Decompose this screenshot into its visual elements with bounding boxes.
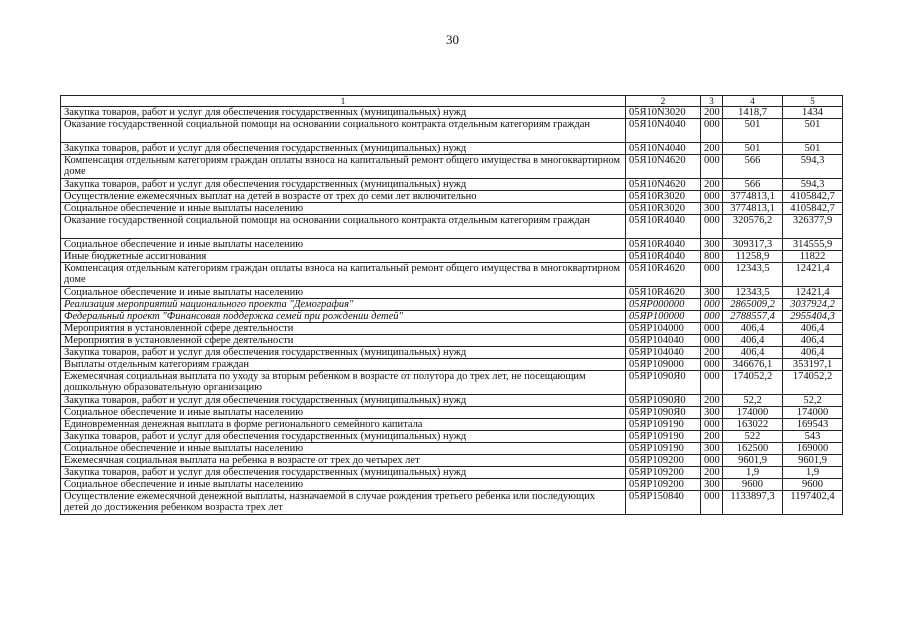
row-code: 05ЯР109000 [626, 359, 701, 371]
table-row [61, 239, 843, 251]
row-value-col4: 3774813,1 [723, 191, 783, 203]
row-expense-type: 000 [701, 359, 723, 371]
table-row [61, 119, 843, 143]
table-row [61, 455, 843, 467]
row-value-col4: 163022 [723, 419, 783, 431]
row-value-col5: 1434 [783, 107, 843, 119]
row-name: Компенсация отдельным категориям граждан оплаты взноса на капитальный ремонт общего имущества в многоквартирном доме [61, 155, 626, 179]
row-code: 05ЯР109190 [626, 443, 701, 455]
row-value-col5: 52,2 [783, 395, 843, 407]
row-value-col4: 501 [723, 119, 783, 143]
table-row [61, 443, 843, 455]
row-expense-type: 200 [701, 107, 723, 119]
row-value-col4: 12343,5 [723, 263, 783, 287]
table-header-row [61, 96, 843, 107]
table-row [61, 467, 843, 479]
row-value-col4: 52,2 [723, 395, 783, 407]
table-row [61, 179, 843, 191]
row-code: 05ЯР104040 [626, 347, 701, 359]
row-code: 05ЯР109190 [626, 431, 701, 443]
row-expense-type: 300 [701, 203, 723, 215]
row-expense-type: 300 [701, 443, 723, 455]
row-value-col5: 543 [783, 431, 843, 443]
row-value-col5: 501 [783, 143, 843, 155]
row-code: 05ЯР1090Я0 [626, 395, 701, 407]
table-row [61, 107, 843, 119]
row-code: 05ЯР104040 [626, 335, 701, 347]
row-expense-type: 200 [701, 395, 723, 407]
row-code: 05ЯР109200 [626, 467, 701, 479]
row-value-col4: 2788557,4 [723, 311, 783, 323]
row-name: Осуществление ежемесячной денежной выплаты, назначаемой в случае рождения третьего ребенка или последующих детей до достижения ребенком возраста трех лет [61, 491, 626, 515]
page-number: 30 [446, 32, 459, 47]
row-code: 05ЯР150840 [626, 491, 701, 515]
row-value-col4: 566 [723, 179, 783, 191]
row-value-col5: 9601,9 [783, 455, 843, 467]
row-value-col4: 1,9 [723, 467, 783, 479]
row-expense-type: 000 [701, 191, 723, 203]
row-code: 05ЯР1090Я0 [626, 371, 701, 395]
row-code: 05ЯР109200 [626, 479, 701, 491]
row-value-col5: 406,4 [783, 323, 843, 335]
row-name: Закупка товаров, работ и услуг для обеспечения государственных (муниципальных) нужд [61, 107, 626, 119]
row-expense-type: 000 [701, 335, 723, 347]
row-code: 05ЯР104000 [626, 323, 701, 335]
row-name: Оказание государственной социальной помощи на основании социального контракта отдельным категориям граждан [61, 119, 626, 143]
row-code: 05ЯР100000 [626, 311, 701, 323]
row-value-col5: 501 [783, 119, 843, 143]
row-code: 05Я10R4040 [626, 251, 701, 263]
row-expense-type: 000 [701, 155, 723, 179]
table-row [61, 407, 843, 419]
table-row [61, 287, 843, 299]
row-value-col5: 326377,9 [783, 215, 843, 239]
row-expense-type: 300 [701, 479, 723, 491]
row-name: Выплаты отдельным категориям граждан [61, 359, 626, 371]
table-row [61, 155, 843, 179]
row-value-col5: 174000 [783, 407, 843, 419]
table-row [61, 335, 843, 347]
header-cell: 1 [61, 96, 626, 107]
table-row [61, 311, 843, 323]
table-row [61, 203, 843, 215]
row-expense-type: 000 [701, 263, 723, 287]
row-name: Мероприятия в установленной сфере деятельности [61, 335, 626, 347]
table-row [61, 395, 843, 407]
row-value-col5: 174052,2 [783, 371, 843, 395]
row-value-col4: 346676,1 [723, 359, 783, 371]
row-name: Компенсация отдельным категориям граждан оплаты взноса на капитальный ремонт общего имущества в многоквартирном доме [61, 263, 626, 287]
row-code: 05Я10N4620 [626, 155, 701, 179]
row-value-col4: 2865009,2 [723, 299, 783, 311]
row-value-col4: 406,4 [723, 347, 783, 359]
row-expense-type: 000 [701, 299, 723, 311]
row-value-col5: 169543 [783, 419, 843, 431]
row-expense-type: 200 [701, 179, 723, 191]
row-name: Осуществление ежемесячных выплат на детей в возрасте от трех до семи лет включительно [61, 191, 626, 203]
header-cell: 4 [723, 96, 783, 107]
row-name: Ежемесячная социальная выплата на ребенка в возрасте от трех до четырех лет [61, 455, 626, 467]
row-name: Социальное обеспечение и иные выплаты населению [61, 407, 626, 419]
row-value-col4: 1133897,3 [723, 491, 783, 515]
row-value-col5: 169000 [783, 443, 843, 455]
row-code: 05Я10N3020 [626, 107, 701, 119]
row-value-col5: 9600 [783, 479, 843, 491]
table-row [61, 347, 843, 359]
row-value-col5: 4105842,7 [783, 191, 843, 203]
table-row [61, 431, 843, 443]
row-code: 05Я10R4620 [626, 263, 701, 287]
row-code: 05Я10R3020 [626, 203, 701, 215]
row-code: 05Я10N4620 [626, 179, 701, 191]
table-row [61, 143, 843, 155]
row-code: 05ЯР109200 [626, 455, 701, 467]
row-value-col5: 353197,1 [783, 359, 843, 371]
row-expense-type: 200 [701, 467, 723, 479]
row-name: Социальное обеспечение и иные выплаты населению [61, 239, 626, 251]
row-value-col5: 2955404,3 [783, 311, 843, 323]
table-row [61, 371, 843, 395]
row-name: Закупка товаров, работ и услуг для обеспечения государственных (муниципальных) нужд [61, 467, 626, 479]
row-expense-type: 200 [701, 431, 723, 443]
row-name: Социальное обеспечение и иные выплаты населению [61, 479, 626, 491]
header-cell: 3 [701, 96, 723, 107]
row-name: Закупка товаров, работ и услуг для обеспечения государственных (муниципальных) нужд [61, 347, 626, 359]
row-code: 05Я10R4620 [626, 287, 701, 299]
row-name: Закупка товаров, работ и услуг для обеспечения государственных (муниципальных) нужд [61, 179, 626, 191]
row-code: 05ЯР000000 [626, 299, 701, 311]
row-value-col5: 11822 [783, 251, 843, 263]
row-name: Закупка товаров, работ и услуг для обеспечения государственных (муниципальных) нужд [61, 395, 626, 407]
table-row [61, 323, 843, 335]
row-value-col4: 11258,9 [723, 251, 783, 263]
row-expense-type: 200 [701, 143, 723, 155]
row-value-col5: 594,3 [783, 155, 843, 179]
row-expense-type: 000 [701, 455, 723, 467]
row-value-col4: 174000 [723, 407, 783, 419]
row-expense-type: 000 [701, 119, 723, 143]
row-code: 05ЯР1090Я0 [626, 407, 701, 419]
table-row [61, 263, 843, 287]
row-value-col4: 12343,5 [723, 287, 783, 299]
row-value-col4: 566 [723, 155, 783, 179]
row-expense-type: 000 [701, 323, 723, 335]
table-row [61, 479, 843, 491]
row-expense-type: 000 [701, 311, 723, 323]
table-row [61, 419, 843, 431]
table-row [61, 299, 843, 311]
row-value-col4: 174052,2 [723, 371, 783, 395]
table-row [61, 491, 843, 515]
row-name: Социальное обеспечение и иные выплаты населению [61, 443, 626, 455]
row-name: Реализация мероприятий национального проекта "Демография" [61, 299, 626, 311]
row-code: 05Я10R4040 [626, 215, 701, 239]
row-value-col4: 162500 [723, 443, 783, 455]
row-value-col5: 12421,4 [783, 263, 843, 287]
row-value-col5: 4105842,7 [783, 203, 843, 215]
row-expense-type: 200 [701, 347, 723, 359]
row-value-col5: 1197402,4 [783, 491, 843, 515]
row-value-col4: 320576,2 [723, 215, 783, 239]
row-value-col4: 309317,3 [723, 239, 783, 251]
table-row [61, 359, 843, 371]
row-value-col5: 12421,4 [783, 287, 843, 299]
row-code: 05Я10R4040 [626, 239, 701, 251]
row-name: Закупка товаров, работ и услуг для обеспечения государственных (муниципальных) нужд [61, 431, 626, 443]
row-value-col4: 501 [723, 143, 783, 155]
row-name: Мероприятия в установленной сфере деятельности [61, 323, 626, 335]
row-expense-type: 000 [701, 419, 723, 431]
row-name: Закупка товаров, работ и услуг для обеспечения государственных (муниципальных) нужд [61, 143, 626, 155]
row-expense-type: 300 [701, 407, 723, 419]
row-value-col5: 594,3 [783, 179, 843, 191]
table-row [61, 215, 843, 239]
row-value-col4: 522 [723, 431, 783, 443]
row-value-col5: 3037924,2 [783, 299, 843, 311]
row-code: 05Я10N4040 [626, 143, 701, 155]
row-value-col4: 9601,9 [723, 455, 783, 467]
row-value-col4: 3774813,1 [723, 203, 783, 215]
header-cell: 5 [783, 96, 843, 107]
row-expense-type: 800 [701, 251, 723, 263]
table-row [61, 251, 843, 263]
row-value-col4: 406,4 [723, 323, 783, 335]
row-code: 05ЯР109190 [626, 419, 701, 431]
row-name: Иные бюджетные ассигнования [61, 251, 626, 263]
row-expense-type: 300 [701, 239, 723, 251]
row-value-col5: 406,4 [783, 347, 843, 359]
row-expense-type: 000 [701, 215, 723, 239]
header-cell: 2 [626, 96, 701, 107]
row-name: Социальное обеспечение и иные выплаты населению [61, 203, 626, 215]
row-expense-type: 300 [701, 287, 723, 299]
row-value-col4: 1418,7 [723, 107, 783, 119]
row-expense-type: 000 [701, 371, 723, 395]
row-name: Социальное обеспечение и иные выплаты населению [61, 287, 626, 299]
row-name: Оказание государственной социальной помощи на основании социального контракта отдельным категориям граждан [61, 215, 626, 239]
row-code: 05Я10N4040 [626, 119, 701, 143]
row-name: Федеральный проект "Финансовая поддержка семей при рождении детей" [61, 311, 626, 323]
row-name: Ежемесячная социальная выплата по уходу за вторым ребенком в возрасте от полутора до трех лет, не посещающим дошкольную образовательную организацию [61, 371, 626, 395]
budget-table [60, 95, 843, 515]
row-expense-type: 000 [701, 491, 723, 515]
row-value-col4: 406,4 [723, 335, 783, 347]
row-code: 05Я10R3020 [626, 191, 701, 203]
row-value-col5: 406,4 [783, 335, 843, 347]
table-row [61, 191, 843, 203]
row-value-col5: 1,9 [783, 467, 843, 479]
row-value-col5: 314555,9 [783, 239, 843, 251]
row-name: Единовременная денежная выплата в форме регионального семейного капитала [61, 419, 626, 431]
row-value-col4: 9600 [723, 479, 783, 491]
